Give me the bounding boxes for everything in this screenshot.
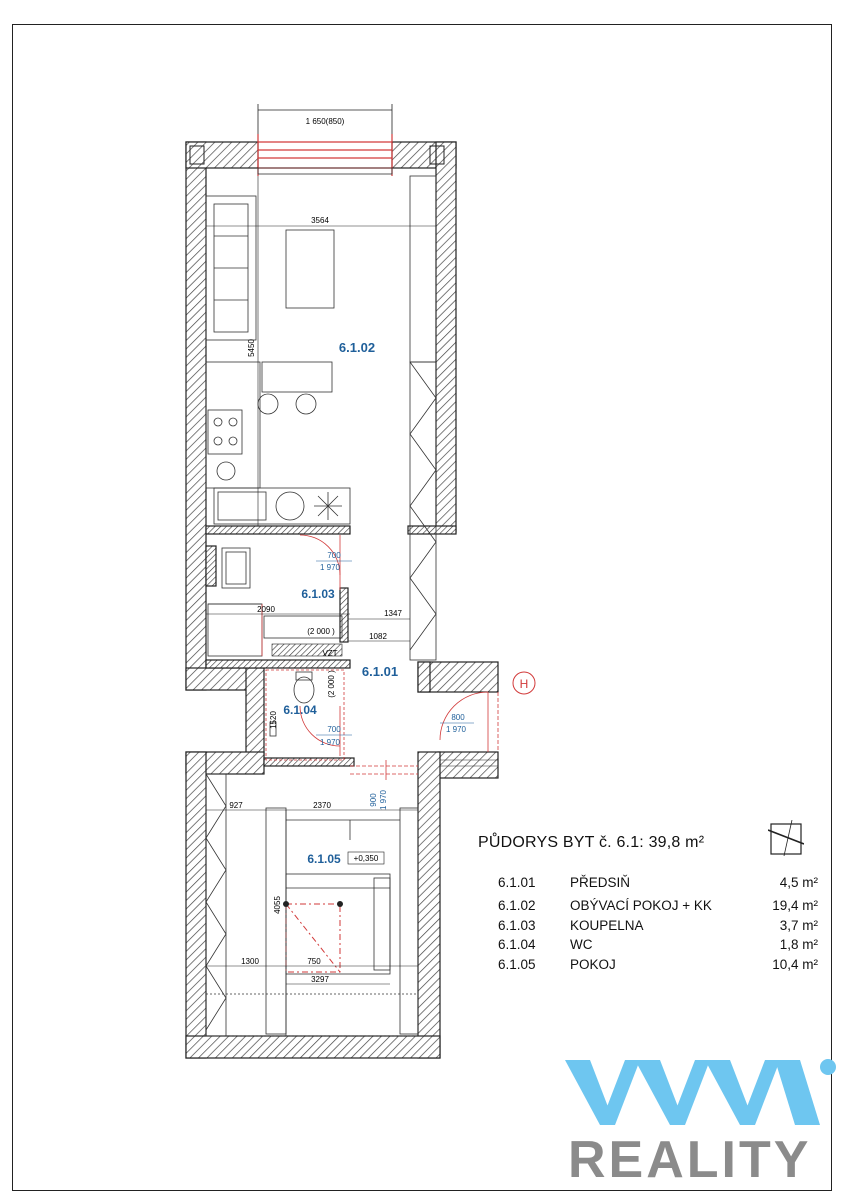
legend-name: WC: [570, 937, 593, 952]
wc-1520-label: 1520: [269, 711, 278, 729]
legend-area: 3,7 m²: [779, 918, 818, 933]
legend-row: [498, 875, 818, 893]
legend-area: 10,4 m²: [772, 957, 818, 972]
room-2370-label: 2370: [313, 801, 331, 810]
wc-door-h: 1 970: [319, 738, 341, 747]
wall-entry-bottom: [438, 752, 498, 778]
wall-entry-side: [418, 662, 430, 692]
legend-row: [498, 898, 818, 916]
room-label-601: 6.1.01: [361, 664, 399, 679]
dining-table: [286, 230, 334, 308]
legend-code: 6.1.03: [498, 918, 536, 933]
legend-code: 6.1.02: [498, 898, 536, 913]
exterior-walls: [186, 142, 498, 1058]
wall-room-right: [418, 752, 440, 1058]
legend-name: KOUPELNA: [570, 918, 644, 933]
room-927-label: 927: [229, 801, 243, 810]
vzt-label: VZT: [322, 649, 338, 658]
room-label-603: 6.1.03: [301, 587, 335, 601]
room-label-602: 6.1.02: [338, 340, 376, 355]
stool-1: [258, 394, 278, 414]
living-height-label: 5450: [247, 339, 256, 357]
legend-area: 19,4 m²: [772, 898, 818, 913]
entry-door-w: 800: [451, 713, 465, 722]
room-label-604: 6.1.04: [283, 703, 317, 717]
room-door: [350, 760, 418, 780]
bedroom: [206, 774, 418, 1036]
wall-bath-right: [340, 588, 348, 642]
bedroom-dims: [206, 810, 418, 1036]
kitchen-counter: [206, 362, 260, 488]
room-750-label: 750: [307, 957, 321, 966]
room-door-h: 1 970: [379, 789, 388, 811]
bedroom-wardrobe: [206, 774, 226, 1036]
hall-1082-label: 1082: [369, 632, 387, 641]
room-1300-label: 1300: [241, 957, 259, 966]
legend-name: POKOJ: [570, 957, 616, 972]
wall-wc-bottom: [264, 758, 354, 766]
wall-right-upper: [436, 142, 456, 532]
legend-row: [498, 918, 818, 936]
legend-area: 4,5 m²: [779, 875, 818, 890]
wall-wc-outer: [246, 668, 264, 756]
wardrobe-doors: [410, 362, 436, 650]
wall-bath-wc: [206, 660, 350, 668]
legend-row: [498, 957, 818, 975]
bath-door-w: 700: [327, 551, 341, 560]
room-3297-label: 3297: [311, 975, 329, 984]
sink: [218, 492, 266, 520]
bath-door-h: 1 970: [319, 563, 341, 572]
legend-table: [498, 875, 818, 975]
window-dimension-label: 1 650(850): [305, 117, 345, 126]
legend-code: 6.1.01: [498, 875, 536, 890]
living-width-label: 3564: [311, 216, 329, 225]
bath-width-label: 2090: [257, 605, 275, 614]
wall-wardrobe-end: [408, 526, 456, 534]
logo-wordmark: REALITY: [568, 1131, 812, 1189]
legend-code: 6.1.04: [498, 937, 536, 952]
wc-height-label: (2 000 ): [327, 670, 336, 698]
sink-round: [217, 462, 235, 480]
hall-1347-label: 1347: [384, 609, 402, 618]
bath-unit-label: (2 000 ): [307, 627, 335, 636]
wall-bath-left-niche: [206, 546, 216, 586]
room-4055-label: 4055: [273, 896, 282, 914]
wall-room-left: [186, 752, 206, 1058]
legend-title: PŮDORYS BYT č. 6.1: 39,8 m²: [478, 834, 705, 851]
room-label-605: 6.1.05: [307, 852, 341, 866]
section-symbol-icon: [768, 820, 804, 856]
entrance-marker-label: H: [519, 677, 529, 691]
shelf-right: [400, 808, 418, 1034]
legend-code: 6.1.05: [498, 957, 536, 972]
legend-name: OBÝVACÍ POKOJ + KK: [570, 898, 712, 913]
bedroom-floor-strip: [206, 994, 418, 1036]
wall-kitchen-bath: [206, 526, 350, 534]
cooktop: [208, 410, 242, 454]
shelf-left: [266, 808, 286, 1034]
wall-left-upper: [186, 142, 206, 690]
legend-row: [498, 937, 818, 955]
kitchen-island: [262, 362, 332, 392]
room-level-label: +0,350: [353, 854, 379, 863]
living-dims: [206, 176, 436, 526]
washer: [276, 492, 304, 520]
toilet-bowl: [294, 677, 314, 703]
room-door-w: 900: [369, 793, 378, 807]
wardrobe-upper: [410, 176, 436, 362]
stool-2: [296, 394, 316, 414]
skylight-corner-2: [337, 901, 343, 907]
entry-door-h: 1 970: [445, 725, 467, 734]
shower-tray: [208, 604, 262, 656]
legend-name: PŘEDSIŇ: [570, 875, 631, 890]
legend-area: 1,8 m²: [779, 937, 818, 952]
wall-room-bottom: [186, 1036, 440, 1058]
window-top: [258, 134, 392, 176]
wc-door-w: 700: [327, 725, 341, 734]
